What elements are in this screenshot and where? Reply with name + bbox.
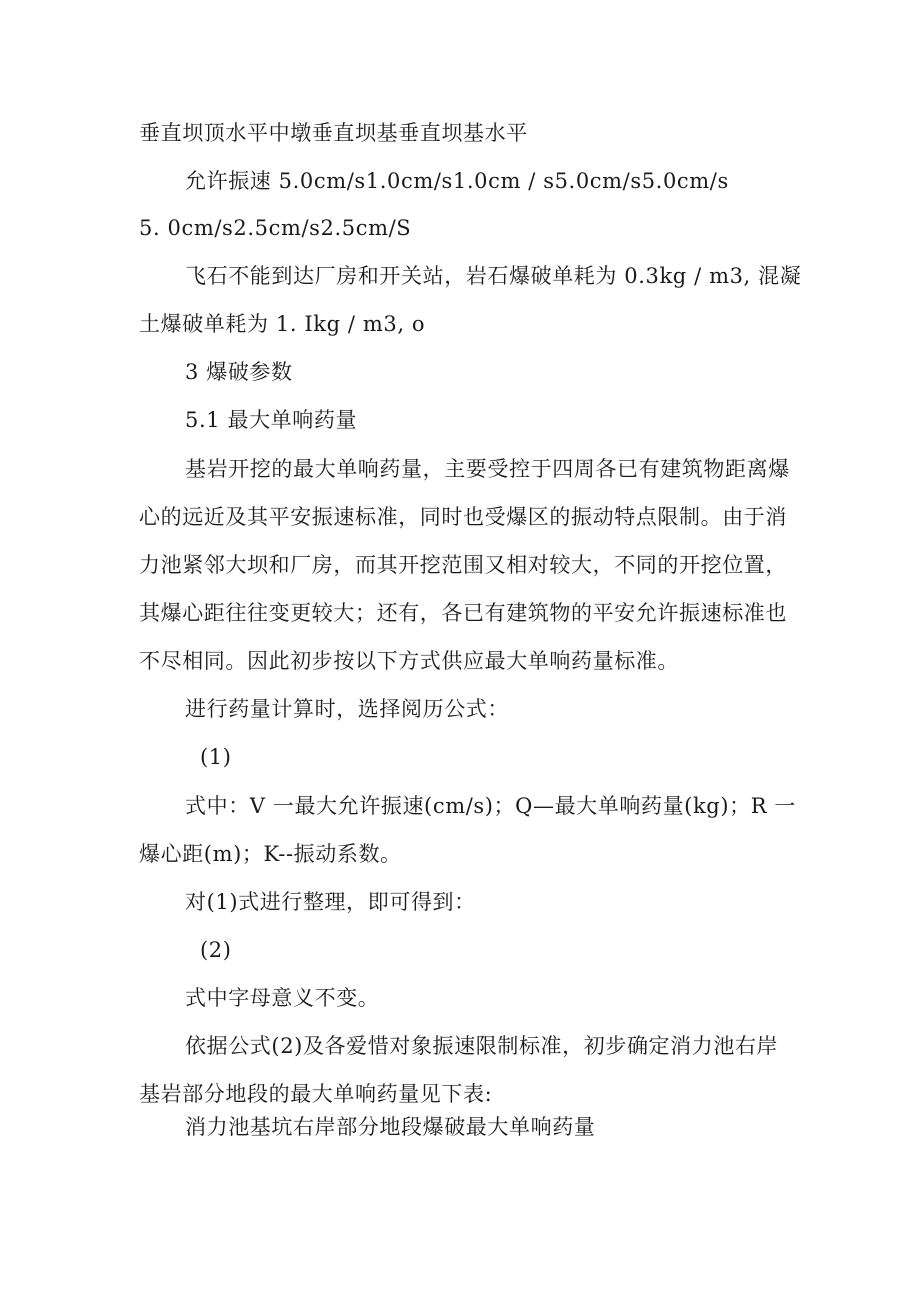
text-line: 依据公式(2)及各爱惜对象振速限制标准，初步确定消力池右岸 (185, 1034, 779, 1058)
text-line: 爆心距(m)；K--振动系数。 (139, 842, 402, 866)
text-line: 对(1)式进行整理，即可得到： (185, 890, 476, 914)
text-line: 土爆破单耗为 1. Ikg / m3, o (139, 312, 426, 336)
text-line: 5. 0cm/s2.5cm/s2.5cm/S (139, 216, 412, 240)
formula-number: (1) (200, 745, 232, 769)
text-line: 飞石不能到达厂房和开关站，岩石爆破单耗为 0.3kg / m3, 混凝 (185, 264, 802, 288)
text-line: 垂直坝顶水平中墩垂直坝基垂直坝基水平 (139, 121, 528, 145)
text-line: 允许振速 5.0cm/s1.0cm/s1.0cm / s5.0cm/s5.0cm/s (185, 169, 729, 193)
section-heading: 3 爆破参数 (185, 360, 293, 384)
text-line: 式中字母意义不变。 (185, 986, 380, 1010)
text-line: 其爆心距往往变更较大；还有，各已有建筑物的平安允许振速标准也 (139, 601, 787, 625)
text-line: 力池紧邻大坝和厂房，而其开挖范围又相对较大，不同的开挖位置， (139, 553, 787, 577)
text-line: 心的远近及其平安振速标准，同时也受爆区的振动特点限制。由于消 (139, 505, 787, 529)
text-line: 基岩开挖的最大单响药量，主要受控于四周各已有建筑物距离爆 (185, 457, 790, 481)
text-line: 基岩部分地段的最大单响药量见下表: (139, 1082, 493, 1106)
text-line: 不尽相同。因此初步按以下方式供应最大单响药量标准。 (139, 649, 679, 673)
formula-number: (2) (200, 938, 232, 962)
subsection-heading: 5.1 最大单响药量 (185, 408, 358, 432)
text-line: 进行药量计算时，选择阅历公式： (185, 697, 509, 721)
table-caption: 消力池基坑右岸部分地段爆破最大单响药量 (185, 1115, 596, 1139)
text-line: 式中：V 一最大允许振速(cm/s)；Q—最大单响药量(kg)；R 一 (185, 794, 797, 818)
